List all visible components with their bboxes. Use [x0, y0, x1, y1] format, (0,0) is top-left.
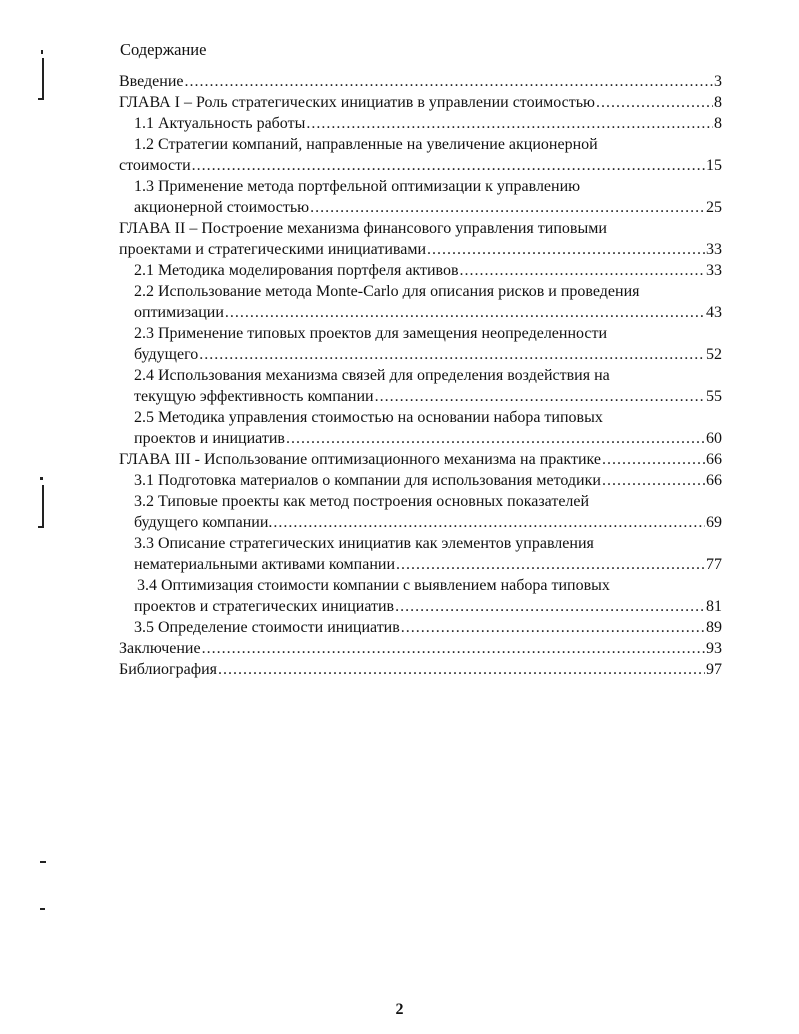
- toc-entry-2-3[interactable]: [119, 344, 722, 365]
- toc-entry-chapter-1[interactable]: [119, 92, 722, 113]
- table-of-contents: [119, 71, 722, 680]
- toc-entry-2-2-line1: 2.2 Использование метода Monte-Carlo для описания рисков и проведения: [134, 283, 640, 300]
- toc-entry-page: 52: [706, 346, 722, 363]
- toc-entry-page: 8: [714, 115, 722, 132]
- dot-leader: [602, 449, 705, 470]
- toc-entry-3-1[interactable]: [119, 470, 722, 491]
- toc-entry-title: будущего компании.: [134, 514, 273, 531]
- toc-entry-title: ГЛАВА I – Роль стратегических инициатив в управлении стоимостью: [119, 94, 596, 111]
- dot-leader: [218, 659, 705, 680]
- toc-entry-title: акционерной стоимостью: [134, 199, 310, 216]
- toc-entry-title: Введение: [119, 73, 184, 90]
- toc-entry-title: 1.1 Актуальность работы: [134, 115, 306, 132]
- toc-entry-2-3-line1: 2.3 Применение типовых проектов для замещения неопределенности: [134, 325, 608, 342]
- toc-entry-page: 43: [706, 304, 722, 321]
- dot-leader: [202, 638, 705, 659]
- dot-leader: [427, 239, 705, 260]
- dot-leader: [225, 302, 705, 323]
- page-title: Содержание: [120, 40, 207, 59]
- toc-entry-page: 66: [706, 472, 722, 489]
- toc-entry-title: проектов и инициатив: [134, 430, 285, 447]
- dot-leader: [596, 92, 713, 113]
- toc-entry-chapter-2[interactable]: [119, 239, 722, 260]
- toc-entry-2-4-line1: 2.4 Использования механизма связей для определения воздействия на: [134, 367, 610, 384]
- toc-entry-3-5[interactable]: [119, 617, 722, 638]
- toc-entry-title: Библиография: [119, 661, 217, 678]
- toc-entry-page: 3: [714, 73, 722, 90]
- dot-leader: [602, 470, 705, 491]
- toc-entry-page: 8: [714, 94, 722, 111]
- dot-leader: [401, 617, 705, 638]
- dot-leader: [199, 344, 705, 365]
- toc-entry-page: 66: [706, 451, 722, 468]
- dot-leader: [310, 197, 705, 218]
- toc-entry-page: 77: [706, 556, 722, 573]
- toc-entry-conclusion[interactable]: [119, 638, 722, 659]
- toc-entry-intro[interactable]: [119, 71, 722, 92]
- toc-entry-1-2[interactable]: [119, 155, 722, 176]
- toc-entry-page: 69: [706, 514, 722, 531]
- toc-entry-chapter-3[interactable]: [119, 449, 722, 470]
- toc-entry-3-3[interactable]: [119, 554, 722, 575]
- toc-entry-title: 3.1 Подготовка материалов о компании для использования методики: [134, 472, 601, 489]
- toc-entry-1-3[interactable]: [119, 197, 722, 218]
- dot-leader: [460, 260, 705, 281]
- dot-leader: [375, 386, 705, 407]
- toc-entry-title: нематериальными активами компании: [134, 556, 396, 573]
- dot-leader: [273, 512, 705, 533]
- toc-entry-2-5[interactable]: [119, 428, 722, 449]
- toc-entry-title: будущего: [134, 346, 199, 363]
- toc-entry-3-4[interactable]: [119, 596, 722, 617]
- toc-entry-1-1[interactable]: [119, 113, 722, 134]
- toc-entry-title: проектами и стратегическими инициативами: [119, 241, 427, 258]
- toc-entry-title: оптимизации: [134, 304, 224, 321]
- toc-entry-bibliography[interactable]: [119, 659, 722, 680]
- toc-entry-page: 15: [706, 157, 722, 174]
- toc-entry-title: стоимости: [119, 157, 191, 174]
- toc-entry-page: 81: [706, 598, 722, 615]
- toc-entry-2-4[interactable]: [119, 386, 722, 407]
- dot-leader: [306, 113, 713, 134]
- toc-entry-title: 2.1 Методика моделирования портфеля активов: [134, 262, 459, 279]
- toc-entry-page: 97: [706, 661, 722, 678]
- dot-leader: [395, 596, 705, 617]
- toc-entry-2-1[interactable]: [119, 260, 722, 281]
- dot-leader: [192, 155, 705, 176]
- page-number: 2: [395, 1001, 404, 1018]
- toc-entry-3-4-line1: 3.4 Оптимизация стоимости компании с выявлением набора типовых: [137, 577, 610, 594]
- toc-entry-page: 93: [706, 640, 722, 657]
- dot-leader: [396, 554, 705, 575]
- toc-entry-2-5-line1: 2.5 Методика управления стоимостью на основании набора типовых: [134, 409, 603, 426]
- toc-entry-page: 25: [706, 199, 722, 216]
- toc-entry-page: 33: [706, 241, 722, 258]
- toc-entry-chapter-2-line1: ГЛАВА II – Построение механизма финансового управления типовыми: [119, 220, 607, 237]
- toc-entry-3-2[interactable]: [119, 512, 722, 533]
- toc-entry-title: текущую эффективность компании: [134, 388, 374, 405]
- toc-entry-title: проектов и стратегических инициатив: [134, 598, 395, 615]
- toc-entry-1-3-line1: 1.3 Применение метода портфельной оптимизации к управлению: [134, 178, 581, 195]
- toc-entry-2-2[interactable]: [119, 302, 722, 323]
- toc-entry-3-3-line1: 3.3 Описание стратегических инициатив как элементов управления: [134, 535, 594, 552]
- dot-leader: [185, 71, 714, 92]
- toc-entry-page: 60: [706, 430, 722, 447]
- toc-entry-1-2-line1: 1.2 Стратегии компаний, направленные на увеличение акционерной: [134, 136, 598, 153]
- dot-leader: [286, 428, 705, 449]
- toc-entry-page: 89: [706, 619, 722, 636]
- toc-entry-page: 55: [706, 388, 722, 405]
- toc-entry-3-2-line1: 3.2 Типовые проекты как метод построения основных показателей: [134, 493, 590, 510]
- toc-entry-page: 33: [706, 262, 722, 279]
- toc-entry-title: ГЛАВА III - Использование оптимизационного механизма на практике: [119, 451, 601, 468]
- toc-entry-title: 3.5 Определение стоимости инициатив: [134, 619, 400, 636]
- toc-entry-title: Заключение: [119, 640, 201, 657]
